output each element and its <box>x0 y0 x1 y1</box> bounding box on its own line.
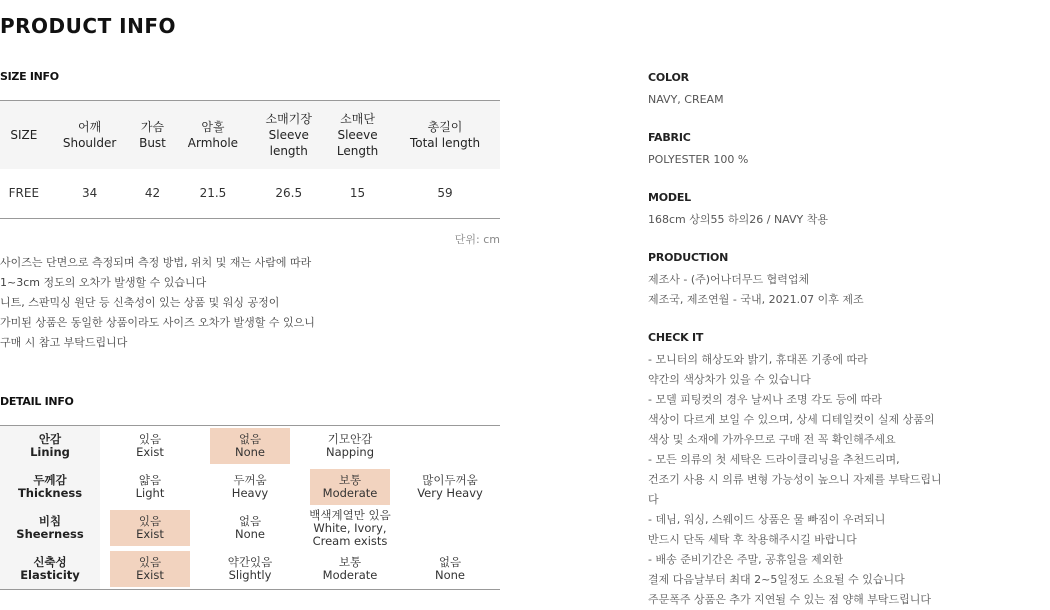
note-line: 1~3cm 정도의 오차가 발생할 수 있습니다 <box>0 276 207 289</box>
info-line: 반드시 단독 세탁 후 착용해주시길 바랍니다 <box>648 533 857 546</box>
detail-option <box>300 426 400 467</box>
option-en: Exist <box>136 567 164 582</box>
info-line: 다 <box>648 493 659 506</box>
info-line: 168cm 상의55 하의26 / NAVY 착용 <box>648 213 828 226</box>
detail-option <box>300 549 400 590</box>
info-label: FABRIC <box>648 131 691 144</box>
detail-option-selected <box>100 549 200 590</box>
info-block <box>648 70 948 110</box>
option-en: Moderate <box>322 567 378 582</box>
info-line: 색상이 다르게 보일 수 있으며, 상세 디테일컷이 실제 상품의 <box>648 413 935 426</box>
detail-header-en: Lining <box>30 445 70 460</box>
size-col-header: 총길이 Total length <box>390 101 500 169</box>
size-cell: 15 <box>349 186 366 201</box>
info-label: COLOR <box>648 71 689 84</box>
note-line: 가미된 상품은 동일한 상품이라도 사이즈 오차가 발생할 수 있으니 <box>0 316 315 329</box>
detail-header-en: Elasticity <box>20 567 80 582</box>
note-line: 니트, 스판믹싱 원단 등 신축성이 있는 상품 및 워싱 공정이 <box>0 296 280 309</box>
info-line: 건조기 사용 시 의류 변형 가능성이 높으니 자제를 부탁드립니 <box>648 473 942 486</box>
info-label: MODEL <box>648 191 691 204</box>
option-en: None <box>434 567 465 582</box>
product-info-panel <box>648 70 948 610</box>
detail-option-selected <box>200 426 300 467</box>
option-en: Heavy <box>231 486 269 500</box>
option-ko: 있음 <box>138 514 162 528</box>
option-ko: 보통 <box>338 473 362 487</box>
detail-table <box>0 425 500 590</box>
option-en: Exist <box>136 445 164 460</box>
option-ko: 없음 <box>438 554 462 569</box>
size-table <box>0 100 500 219</box>
info-line: POLYESTER 100 % <box>648 153 749 166</box>
size-cell-label: FREE <box>8 186 40 201</box>
size-cell: 34 <box>81 186 98 201</box>
size-info-title: SIZE INFO <box>0 70 59 83</box>
size-notes <box>0 253 315 353</box>
detail-option <box>400 426 500 467</box>
info-block <box>648 330 948 610</box>
info-line: - 데님, 워싱, 스웨이드 상품은 물 빠짐이 우려되니 <box>648 513 886 526</box>
info-line: 제조국, 제조연월 - 국내, 2021.07 이후 제조 <box>648 293 864 306</box>
detail-option <box>100 467 200 508</box>
detail-option-selected <box>300 467 400 508</box>
size-col-header: 가슴 Bust <box>131 101 173 169</box>
detail-header-en: Thickness <box>17 486 83 500</box>
info-line: - 모델 피팅컷의 경우 날씨나 조명 각도 등에 따라 <box>648 393 882 406</box>
size-col-header: 소매단 Sleeve Length <box>325 101 390 169</box>
detail-row <box>0 426 500 467</box>
detail-option <box>200 549 300 590</box>
option-en: Napping <box>325 445 375 460</box>
detail-option <box>100 426 200 467</box>
info-line: - 모니터의 해상도와 밝기, 휴대폰 기종에 따라 <box>648 353 868 366</box>
info-block <box>648 130 948 170</box>
option-ko: 얇음 <box>138 473 162 487</box>
detail-row-header <box>0 426 100 467</box>
option-ko: 있음 <box>138 554 162 569</box>
info-line: 색상 및 소재에 가까우므로 구매 전 꼭 확인해주세요 <box>648 433 896 446</box>
unit-label: 단위: cm <box>454 233 500 246</box>
detail-option-selected <box>100 508 200 549</box>
detail-row-header <box>0 508 100 549</box>
option-ko: 있음 <box>138 432 162 447</box>
size-table-header-row <box>0 101 500 169</box>
detail-info-title: DETAIL INFO <box>0 395 74 408</box>
note-line: 구매 시 참고 부탁드립니다 <box>0 336 128 349</box>
option-ko: 없음 <box>238 514 262 528</box>
size-col-header: SIZE <box>0 101 48 169</box>
detail-row <box>0 467 500 508</box>
option-ko: 보통 <box>338 554 362 569</box>
size-cell: 26.5 <box>275 186 303 201</box>
size-col-header: 어깨 Shoulder <box>48 101 132 169</box>
size-col-header: 소매기장 Sleeve length <box>252 101 325 169</box>
page-title: PRODUCT INFO <box>0 14 177 38</box>
detail-option <box>300 508 400 549</box>
info-line: - 배송 준비기간은 주말, 공휴일을 제외한 <box>648 553 843 566</box>
size-cell: 42 <box>144 186 161 201</box>
detail-header-ko: 두께감 <box>33 473 67 487</box>
info-block <box>648 190 948 230</box>
detail-header-en: Sheerness <box>16 527 84 541</box>
detail-option <box>400 467 500 508</box>
option-ko: 많이두꺼움 <box>422 473 478 487</box>
detail-row <box>0 508 500 549</box>
detail-row-header <box>0 549 100 590</box>
info-label: PRODUCTION <box>648 251 729 264</box>
info-line: - 모든 의류의 첫 세탁은 드라이클리닝을 추천드리며, <box>648 453 900 466</box>
size-table-row <box>0 169 500 219</box>
option-en: Exist <box>136 527 164 541</box>
info-label: CHECK IT <box>648 331 704 344</box>
option-ko: 백색계열만 있음 <box>309 507 391 522</box>
option-ko: 없음 <box>238 432 262 447</box>
option-en: Moderate <box>322 486 378 500</box>
info-line: 제조사 - (주)어나더무드 협력업체 <box>648 273 810 286</box>
detail-option <box>400 508 500 549</box>
detail-header-ko: 비침 <box>38 514 62 528</box>
info-block <box>648 250 948 310</box>
info-line: 주문폭주 상품은 추가 지연될 수 있는 점 양해 부탁드립니다 <box>648 593 931 606</box>
option-en: None <box>234 527 265 541</box>
option-en: White, Ivory, <box>313 520 387 535</box>
option-ko: 약간있음 <box>227 554 273 569</box>
detail-header-ko: 신축성 <box>33 554 67 569</box>
option-ko: 두꺼움 <box>233 473 267 487</box>
info-line: NAVY, CREAM <box>648 93 724 106</box>
detail-option <box>200 467 300 508</box>
detail-option <box>400 549 500 590</box>
detail-option <box>200 508 300 549</box>
option-ko: 기모안감 <box>327 432 373 447</box>
info-line: 약간의 색상차가 있을 수 있습니다 <box>648 373 811 386</box>
size-cell: 59 <box>437 186 453 201</box>
option-en: Slightly <box>228 567 272 582</box>
detail-row-header <box>0 467 100 508</box>
option-en: Very Heavy <box>417 486 483 500</box>
option-en: Cream exists <box>312 533 388 548</box>
size-col-header: 암홀 Armhole <box>174 101 253 169</box>
info-line: 결제 다음날부터 최대 2~5일정도 소요될 수 있습니다 <box>648 573 905 586</box>
detail-header-ko: 안감 <box>38 432 62 447</box>
option-en: None <box>234 445 265 460</box>
size-cell: 21.5 <box>199 186 227 201</box>
detail-row <box>0 549 500 590</box>
option-en: Light <box>135 486 165 500</box>
note-line: 사이즈는 단면으로 측정되며 측정 방법, 위치 및 재는 사람에 따라 <box>0 256 312 269</box>
